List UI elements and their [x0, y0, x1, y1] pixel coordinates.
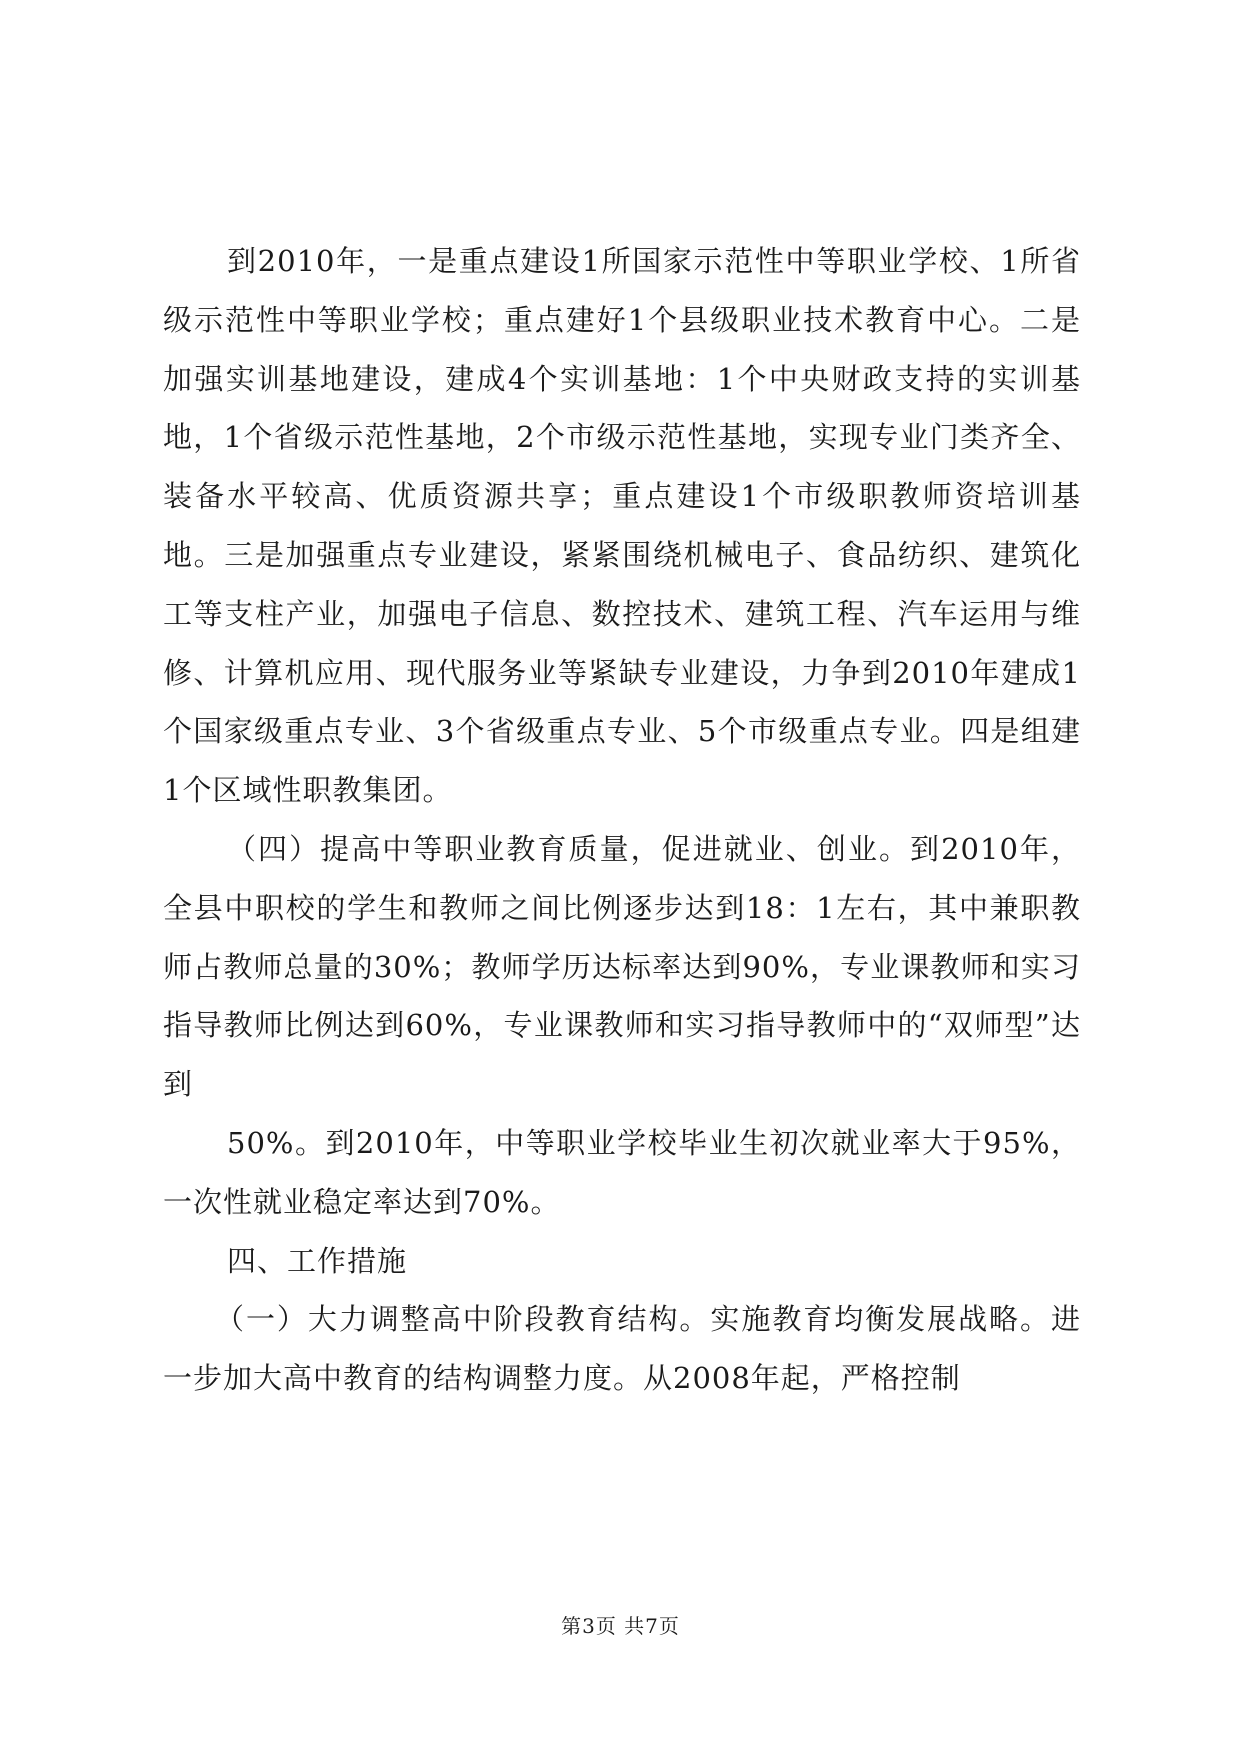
- page-number-footer: 第3页 共7页: [561, 1614, 680, 1638]
- paragraph-adjust-structure: （一）大力调整高中阶段教育结构。实施教育均衡发展战略。进一步加大高中教育的结构调整力度。从2008年起，严格控制: [163, 1302, 1081, 1396]
- paragraph-employment-rates: 50%。到2010年，中等职业学校毕业生初次就业率大于95%，一次性就业稳定率达到70%。: [163, 1125, 1081, 1219]
- body-text: [163, 232, 1081, 1408]
- paragraph-quality-improvement: （四）提高中等职业教育质量，促进就业、创业。到2010年，全县中职校的学生和教师之间比例逐步达到18：1左右，其中兼职教师占教师总量的30%；教师学历达标率达到90%，专业课教师和实习指导教师比例达到60%，专业课教师和实习指导教师中的“双师型”达到: [163, 831, 1081, 1102]
- section-heading-measures: 四、工作措施: [227, 1243, 408, 1278]
- paragraph-goals-2010: 到2010年，一是重点建设1所国家示范性中等职业学校、1所省级示范性中等职业学校；重点建好1个县级职业技术教育中心。二是加强实训基地建设，建成4个实训基地：1个中央财政支持的实训基地，1个省级示范性基地，2个市级示范性基地，实现专业门类齐全、装备水平较高、优质资源共享；重点建设1个市级职教师资培训基地。三是加强重点专业建设，紧紧围绕机械电子、食品纺织、建筑化工等支柱产业，加强电子信息、数控技术、建筑工程、汽车运用与维修、计算机应用、现代服务业等紧缺专业建设，力争到2010年建成1个国家级重点专业、3个省级重点专业、5个市级重点专业。四是组建1个区域性职教集团。: [163, 244, 1081, 808]
